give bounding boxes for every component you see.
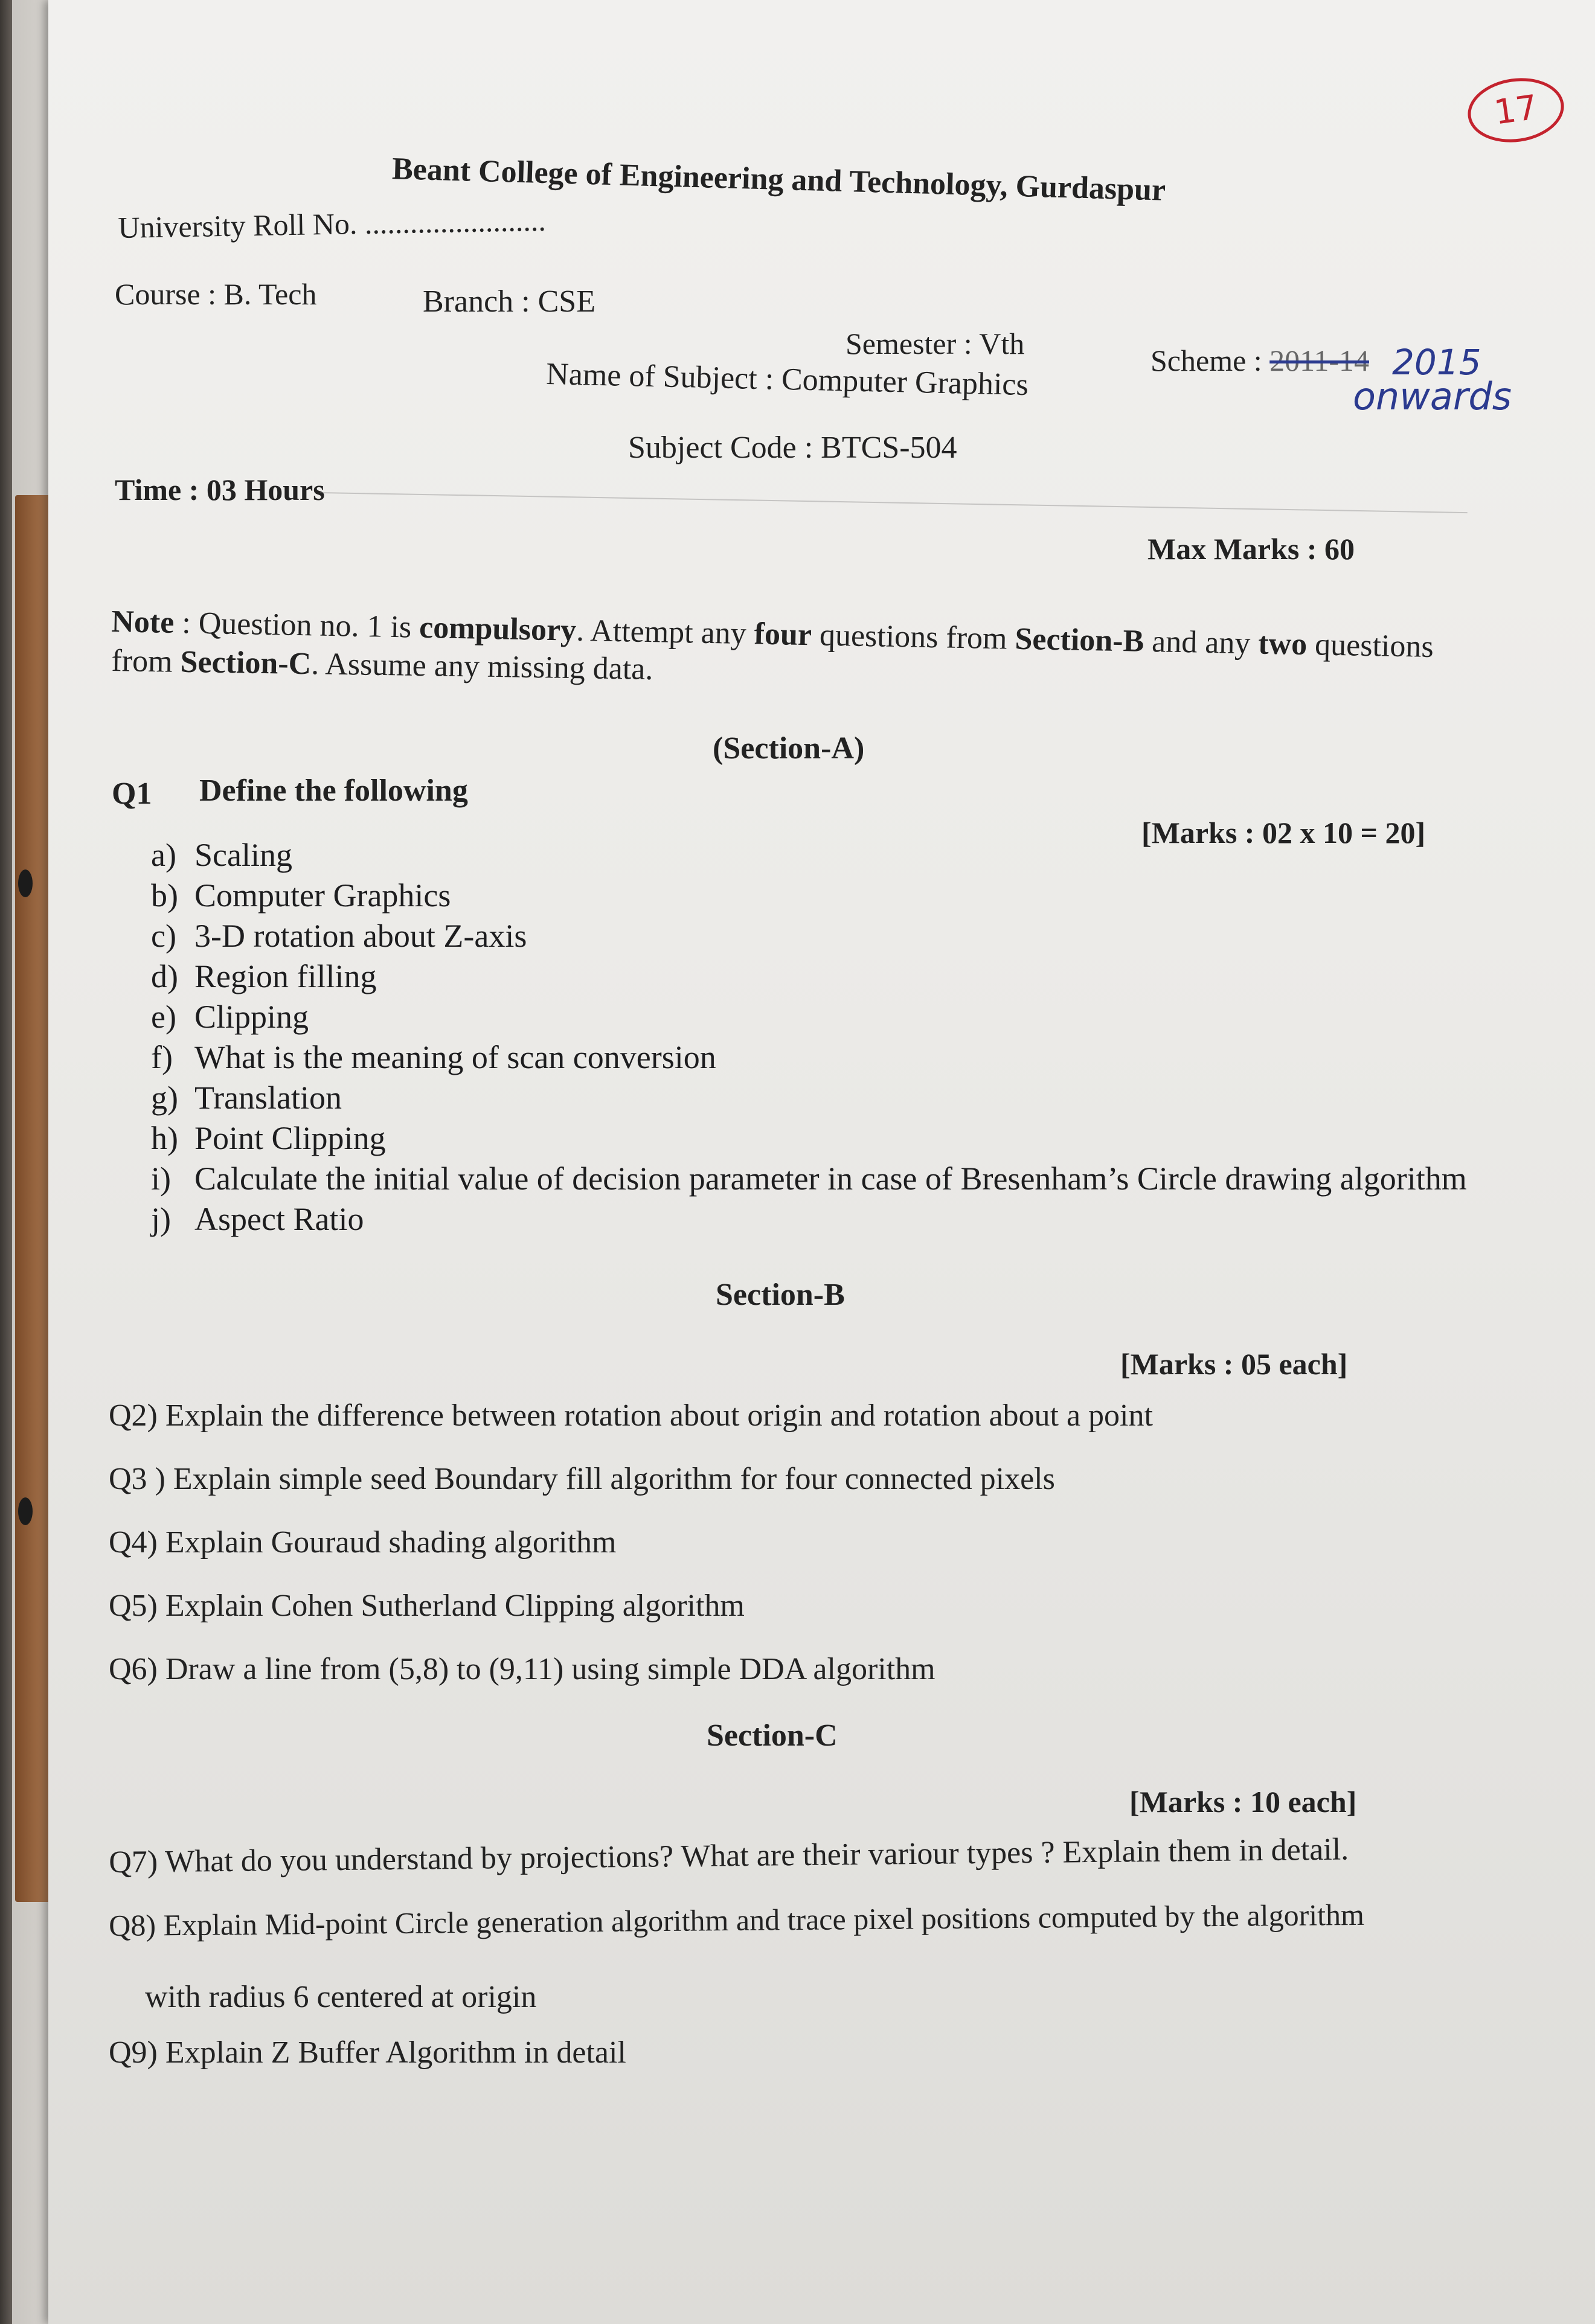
section-a-title: (Section-A) bbox=[713, 731, 865, 766]
scheme-struck-text: 2011-14 bbox=[1269, 344, 1369, 377]
q1-item bbox=[151, 917, 527, 955]
q1-item-letter: d) bbox=[151, 958, 178, 994]
scheme-handwritten-year: 2015 bbox=[1392, 342, 1481, 383]
question-q7: Q7) What do you understand by projections? What are their variour types ? Explain them in detail. bbox=[109, 1832, 1349, 1880]
scheme-label bbox=[1151, 343, 1369, 378]
subject-name: Name of Subject : Computer Graphics bbox=[545, 356, 1029, 403]
q1-item-letter: a) bbox=[151, 837, 176, 873]
question-q6: Q6) Draw a line from (5,8) to (9,11) using simple DDA algorithm bbox=[109, 1652, 935, 1686]
q1-item-text: Computer Graphics bbox=[194, 877, 451, 914]
q1-item-text: Region filling bbox=[194, 958, 377, 994]
q1-item bbox=[151, 836, 292, 874]
roll-number-field: University Roll No. ........................ bbox=[118, 203, 547, 245]
question-q8: Q8) Explain Mid-point Circle generation algorithm and trace pixel positions computed by the algorithm bbox=[109, 1897, 1365, 1942]
q1-item bbox=[151, 1200, 364, 1238]
q1-item-letter: c) bbox=[151, 918, 176, 954]
question-q2: Q2) Explain the difference between rotation about origin and rotation about a point bbox=[109, 1398, 1153, 1433]
q1-item-letter: i) bbox=[151, 1160, 171, 1197]
note-emphasis: four bbox=[754, 616, 812, 653]
question-q3: Q3 ) Explain simple seed Boundary fill algorithm for four connected pixels bbox=[109, 1462, 1055, 1496]
course-label: Course : B. Tech bbox=[115, 277, 317, 311]
exam-time: Time : 03 Hours bbox=[115, 473, 325, 507]
note-label: Note bbox=[111, 604, 175, 640]
note-emphasis: Section-B bbox=[1014, 621, 1144, 659]
exam-paper bbox=[48, 0, 1595, 2324]
q1-item bbox=[151, 1119, 386, 1157]
q1-item bbox=[151, 958, 376, 995]
header-rule bbox=[320, 492, 1468, 513]
scheme-prefix: Scheme : bbox=[1151, 344, 1270, 377]
question-q9: Q9) Explain Z Buffer Algorithm in detail bbox=[109, 2035, 626, 2070]
question-q5: Q5) Explain Cohen Sutherland Clipping algorithm bbox=[109, 1589, 745, 1623]
note-text: from bbox=[111, 643, 181, 679]
q1-item-letter: g) bbox=[151, 1080, 178, 1116]
binder-hole bbox=[18, 869, 33, 897]
q1-item-letter: f) bbox=[151, 1039, 173, 1075]
q1-item-letter: h) bbox=[151, 1120, 178, 1156]
q1-item bbox=[151, 877, 451, 914]
scheme-handwritten-onwards: onwards bbox=[1353, 374, 1512, 418]
college-name: Beant College of Engineering and Technology, Gurdaspur bbox=[391, 151, 1166, 208]
note-emphasis: two bbox=[1257, 626, 1308, 662]
branch-label: Branch : CSE bbox=[423, 284, 595, 319]
question-q4: Q4) Explain Gouraud shading algorithm bbox=[109, 1525, 617, 1560]
note-text: : Question no. 1 is bbox=[173, 605, 420, 645]
section-b-title: Section-B bbox=[716, 1278, 845, 1312]
note-text: questions from bbox=[811, 618, 1016, 656]
q1-marks: [Marks : 02 x 10 = 20] bbox=[1141, 816, 1426, 850]
note-text: . Attempt any bbox=[576, 613, 755, 651]
question-q8-continued: with radius 6 centered at origin bbox=[145, 1980, 537, 2014]
semester-label: Semester : Vth bbox=[846, 327, 1025, 360]
q1-item-text: Clipping bbox=[194, 999, 309, 1035]
q1-item bbox=[151, 1039, 716, 1076]
q1-item bbox=[151, 998, 309, 1036]
q1-item-text: What is the meaning of scan conversion bbox=[194, 1039, 716, 1075]
note-text: questions bbox=[1306, 627, 1434, 665]
note-emphasis: Section-C bbox=[180, 644, 312, 682]
q1-item-text: Calculate the initial value of decision parameter in case of Bresenham’s Circle drawing algorithm bbox=[194, 1160, 1467, 1197]
binder-hole bbox=[18, 1497, 33, 1525]
q1-item-text: Scaling bbox=[194, 837, 292, 873]
q1-item-text: 3-D rotation about Z-axis bbox=[194, 918, 527, 954]
q1-item-text: Point Clipping bbox=[194, 1120, 386, 1156]
q1-text: Define the following bbox=[199, 773, 468, 808]
note-text: . Assume any missing data. bbox=[310, 647, 653, 687]
q1-number: Q1 bbox=[112, 776, 152, 811]
note-emphasis: compulsory bbox=[419, 610, 577, 648]
q1-item-letter: b) bbox=[151, 877, 178, 914]
q1-item bbox=[151, 1160, 1467, 1197]
section-c-marks: [Marks : 10 each] bbox=[1129, 1785, 1357, 1819]
q1-item-letter: j) bbox=[151, 1201, 171, 1237]
q1-item bbox=[151, 1079, 342, 1116]
q1-item-letter: e) bbox=[151, 999, 176, 1035]
max-marks: Max Marks : 60 bbox=[1147, 532, 1355, 566]
q1-item-text: Translation bbox=[194, 1080, 342, 1116]
subject-code: Subject Code : BTCS-504 bbox=[628, 431, 957, 465]
note-text: and any bbox=[1143, 624, 1259, 661]
page-number-mark: 17 bbox=[1463, 72, 1568, 148]
section-c-title: Section-C bbox=[707, 1718, 838, 1753]
section-b-marks: [Marks : 05 each] bbox=[1120, 1347, 1348, 1381]
q1-item-text: Aspect Ratio bbox=[194, 1201, 364, 1237]
note-line-2 bbox=[111, 643, 653, 687]
